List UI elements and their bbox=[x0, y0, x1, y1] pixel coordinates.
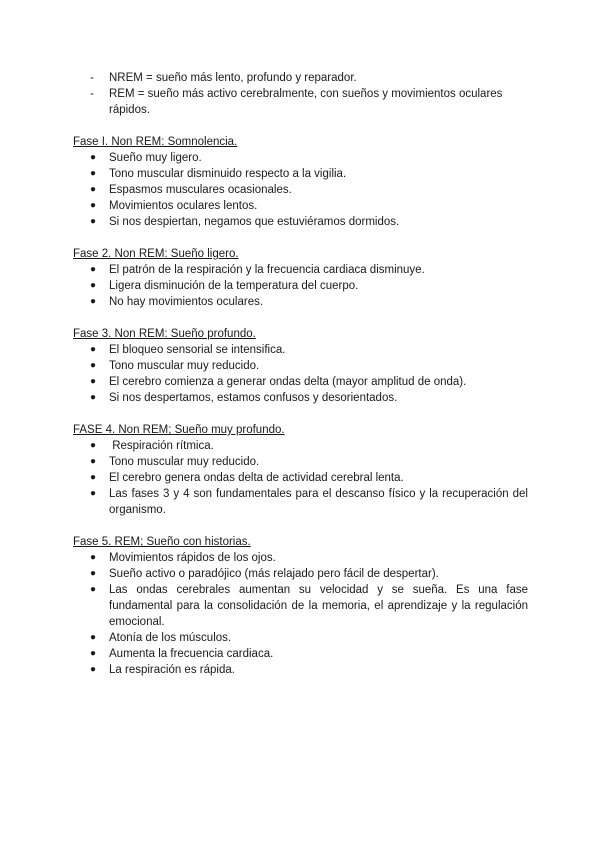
bullet-icon: ● bbox=[90, 184, 97, 195]
section-title: Fase 3. Non REM: Sueño profundo. bbox=[73, 328, 256, 340]
bullet-icon: ● bbox=[90, 632, 97, 643]
list-item-text: La respiración es rápida. bbox=[109, 664, 235, 676]
list-item-text: Tono muscular muy reducido. bbox=[109, 360, 260, 372]
list-item bbox=[73, 662, 528, 678]
bullet-icon: ● bbox=[90, 200, 97, 211]
list-item bbox=[73, 150, 528, 166]
list-item-text: El cerebro comienza a generar ondas delta (mayor amplitud de onda). bbox=[109, 376, 467, 388]
list-item bbox=[73, 166, 528, 182]
list-item-text: Si nos despertamos, estamos confusos y desorientados. bbox=[109, 392, 398, 404]
intro-item bbox=[73, 70, 528, 86]
bullet-icon: ● bbox=[90, 216, 97, 227]
bullet-list bbox=[73, 438, 528, 518]
list-item-text: Aumenta la frecuencia cardiaca. bbox=[109, 648, 274, 660]
bullet-list bbox=[73, 150, 528, 230]
list-item-text: Movimientos oculares lentos. bbox=[109, 200, 258, 212]
list-item bbox=[73, 342, 528, 358]
section-title: FASE 4. Non REM; Sueño muy profundo. bbox=[73, 424, 285, 436]
list-item-text: Espasmos musculares ocasionales. bbox=[109, 184, 292, 196]
bullet-icon: ● bbox=[90, 664, 97, 675]
section-fase-3 bbox=[73, 326, 528, 406]
list-item-text: Tono muscular disminuido respecto a la vigilia. bbox=[109, 168, 347, 180]
bullet-icon: ● bbox=[90, 568, 97, 579]
list-item bbox=[73, 566, 528, 582]
intro-item bbox=[73, 86, 528, 118]
bullet-list bbox=[73, 550, 528, 678]
bullet-icon: ● bbox=[90, 344, 97, 355]
bullet-icon: ● bbox=[90, 152, 97, 163]
bullet-icon: ● bbox=[90, 376, 97, 387]
list-item-text: Ligera disminución de la temperatura del cuerpo. bbox=[109, 280, 359, 292]
list-item bbox=[73, 550, 528, 566]
section-title: Fase 2. Non REM: Sueño ligero. bbox=[73, 248, 239, 260]
bullet-list bbox=[73, 342, 528, 406]
list-item-text: El bloqueo sensorial se intensifica. bbox=[109, 344, 286, 356]
bullet-icon: ● bbox=[90, 264, 97, 275]
list-item-text: Sueño activo o paradójico (más relajado pero fácil de despertar). bbox=[109, 568, 439, 580]
bullet-icon: ● bbox=[90, 280, 97, 291]
list-item bbox=[73, 198, 528, 214]
bullet-icon: ● bbox=[90, 472, 97, 483]
list-item bbox=[73, 358, 528, 374]
list-item-text: Las ondas cerebrales aumentan su velocidad y se sueña. Es una fase fundamental para la consolidación de la memoria, el aprendizaje y la regulación emocional. bbox=[109, 584, 528, 628]
list-item-text: No hay movimientos oculares. bbox=[109, 296, 264, 308]
list-item bbox=[73, 374, 528, 390]
dash-mark: - bbox=[90, 72, 94, 84]
bullet-icon: ● bbox=[90, 440, 97, 451]
section-fase-1 bbox=[73, 134, 528, 230]
section-title: Fase 5. REM; Sueño con historias. bbox=[73, 536, 251, 548]
bullet-icon: ● bbox=[90, 392, 97, 403]
list-item bbox=[73, 454, 528, 470]
intro-item-text: REM = sueño más activo cerebralmente, con sueños y movimientos oculares rápidos. bbox=[109, 88, 503, 116]
list-item-text: Sueño muy ligero. bbox=[109, 152, 202, 164]
bullet-icon: ● bbox=[90, 296, 97, 307]
list-item bbox=[73, 390, 528, 406]
dash-mark: - bbox=[90, 88, 94, 100]
list-item-text: Movimientos rápidos de los ojos. bbox=[109, 552, 276, 564]
list-item bbox=[73, 646, 528, 662]
list-item-text: Respiración rítmica. bbox=[109, 440, 214, 452]
bullet-icon: ● bbox=[90, 552, 97, 563]
list-item bbox=[73, 262, 528, 278]
list-item bbox=[73, 278, 528, 294]
bullet-icon: ● bbox=[90, 456, 97, 467]
bullet-icon: ● bbox=[90, 168, 97, 179]
list-item-text: El patrón de la respiración y la frecuencia cardiaca disminuye. bbox=[109, 264, 425, 276]
section-fase-5 bbox=[73, 534, 528, 678]
list-item-text: Tono muscular muy reducido. bbox=[109, 456, 260, 468]
list-item bbox=[73, 182, 528, 198]
list-item bbox=[73, 630, 528, 646]
list-item bbox=[73, 582, 528, 630]
list-item-text: El cerebro genera ondas delta de actividad cerebral lenta. bbox=[109, 472, 404, 484]
bullet-icon: ● bbox=[90, 584, 97, 595]
bullet-list bbox=[73, 262, 528, 310]
intro-list bbox=[73, 70, 528, 118]
bullet-icon: ● bbox=[90, 648, 97, 659]
list-item bbox=[73, 294, 528, 310]
bullet-icon: ● bbox=[90, 360, 97, 371]
list-item bbox=[73, 486, 528, 518]
list-item-text: Si nos despiertan, negamos que estuviéramos dormidos. bbox=[109, 216, 400, 228]
list-item bbox=[73, 438, 528, 454]
section-title: Fase I. Non REM: Somnolencia. bbox=[73, 136, 238, 148]
list-item bbox=[73, 214, 528, 230]
section-fase-4 bbox=[73, 422, 528, 518]
bullet-icon: ● bbox=[90, 488, 97, 499]
list-item bbox=[73, 470, 528, 486]
section-fase-2 bbox=[73, 246, 528, 310]
list-item-text: Las fases 3 y 4 son fundamentales para el descanso físico y la recuperación del organismo. bbox=[109, 488, 528, 516]
list-item-text: Atonía de los músculos. bbox=[109, 632, 232, 644]
intro-item-text: NREM = sueño más lento, profundo y reparador. bbox=[109, 72, 357, 84]
